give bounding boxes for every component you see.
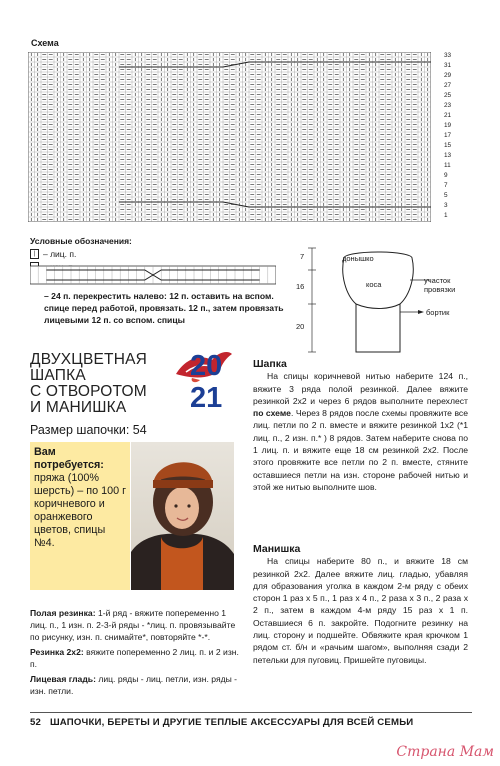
hat-size: Размер шапочки: 54 [30,423,147,437]
dim-20: 20 [296,322,305,331]
row-number: 19 [444,122,452,129]
instruction-label: Резинка 2х2: [30,647,84,657]
row-number: 7 [444,182,448,189]
row-number: 15 [444,142,452,149]
dickey-title: Манишка [253,543,301,555]
hat-schematic [300,240,480,360]
dim-7: 7 [300,252,305,261]
row-number: 1 [444,212,448,219]
dickey-text: На спицы наберите 80 п., и вяжите 18 см резинкой 2х2. Далее вяжите лиц. гладью, убавляя для образования уголка в каждом 2-м ряду с обеих сторон 1 раз x 5 п., 1 раз x 4 п., 2 раза x 3 п., 2 раза x 2 п., затем в каждом 4-м ряду 15 раз x 1 п. Оставшиеся 6 п. закройте. Подогните резинку на лиц. сторону и подшейте. Обвяжите края крючком 1 рядом ст. б/н и «рачьим шагом», выполняя сзади 2 петельки для пуговиц. Пришейте пуговицы. [253,556,468,665]
page-footer [30,712,472,728]
row-number: 31 [444,62,452,69]
legend-item-knit [30,249,132,259]
year-top: 20 [190,350,223,382]
legend-label: – лиц. п. [43,249,77,259]
scheme-title: Схема [31,38,59,48]
row-number: 27 [444,82,452,89]
label-cable: коса [366,280,382,289]
row-number: 21 [444,112,452,119]
article-title [30,352,147,416]
materials-title: Вам потребуется: [34,446,104,471]
dickey-section [253,543,468,666]
label-crown: донышко [342,254,374,263]
knit-symbol: | [30,249,39,259]
materials-text [34,446,128,550]
instruction-text: вяжите попеременно 2 лиц. п. и 2 изн. п. [30,647,239,669]
year-bottom: 21 [190,382,223,414]
hat-text-bold: по схеме [253,408,291,419]
hat-text-part: На спицы коричневой нитью наберите 124 п., вяжите 3 ряда полой резинкой. Далее вяжите резинкой 2х2 и через 6 рядов выполните перехлест [253,371,468,406]
instruction-item [30,673,240,697]
hat-section [253,358,468,493]
page-number: 52 [30,717,42,728]
row-number: 33 [444,52,452,59]
instruction-text: лиц. ряды - лиц. петли, изн. ряды - изн. петли. [30,674,238,696]
row-number: 25 [444,92,452,99]
row-number: 9 [444,172,448,179]
label-band: бортик [426,308,450,317]
watermark: Страна Мам [396,744,494,760]
instruction-item [30,607,240,643]
hat-text-part: . Через 8 рядов после схемы провяжите все лиц. петли по 2 п. вместе и вяжите резинкой 1х2 (*1 лиц. п., 2 изн. п.* ) 8 рядов. Затем наберите снова по 1 лиц. п. и вяжите еще 18 см резинкой 2х2. После этого провяжите все петли по 2 п. вместе, стяните оставшиеся петли на изн. стороне рабочей нитью и этой же нитью выполните шов. [253,408,468,492]
instruction-item [30,646,240,670]
knitting-chart [28,52,431,222]
label-knitting-area: участок провязки [424,276,456,294]
cable-symbol [30,265,276,285]
legend-title: Условные обозначения: [30,236,132,246]
cable-note: – 24 п. перекрестить налево: 12 п. оставить на вспом. спице перед работой, провязать. 12 п., затем провязать лицевыми 12 п. со вспом. спицы [44,291,284,325]
model-photo [131,442,234,590]
instruction-text: 1-й ряд - вяжите попеременно 1 лиц. п., 1 изн. п. 2-3-й ряды - *лиц. п. провязывайте по рисунку, изн. п. снимайте*, повторяйте *-*. [30,608,236,642]
footer-text: ШАПОЧКИ, БЕРЕТЫ И ДРУГИЕ ТЕПЛЫЕ АКСЕССУАРЫ ДЛЯ ВСЕЙ СЕМЬИ [49,717,414,728]
row-number: 17 [444,132,452,139]
title-line: И МАНИШКА [30,399,127,416]
hat-text [253,370,468,493]
row-number: 3 [444,202,448,209]
stitch-instructions [30,607,240,697]
instruction-label: Полая резинка: [30,608,96,618]
dim-16: 16 [296,282,305,291]
hat-title: Шапка [253,358,287,370]
materials-body: пряжа (100% шерсть) – по 100 г коричневого и оранжевого цветов, спицы №4. [34,472,127,549]
row-numbers [444,52,460,222]
title-line: ДВУХЦВЕТНАЯ [30,351,148,368]
row-number: 13 [444,152,452,159]
row-number: 5 [444,192,448,199]
row-number: 11 [444,162,451,169]
instruction-label: Лицевая гладь: [30,674,96,684]
title-line: С ОТВОРОТОМ [30,383,147,400]
title-line: ШАПКА [30,367,86,384]
row-number: 29 [444,72,452,79]
row-number: 23 [444,102,452,109]
